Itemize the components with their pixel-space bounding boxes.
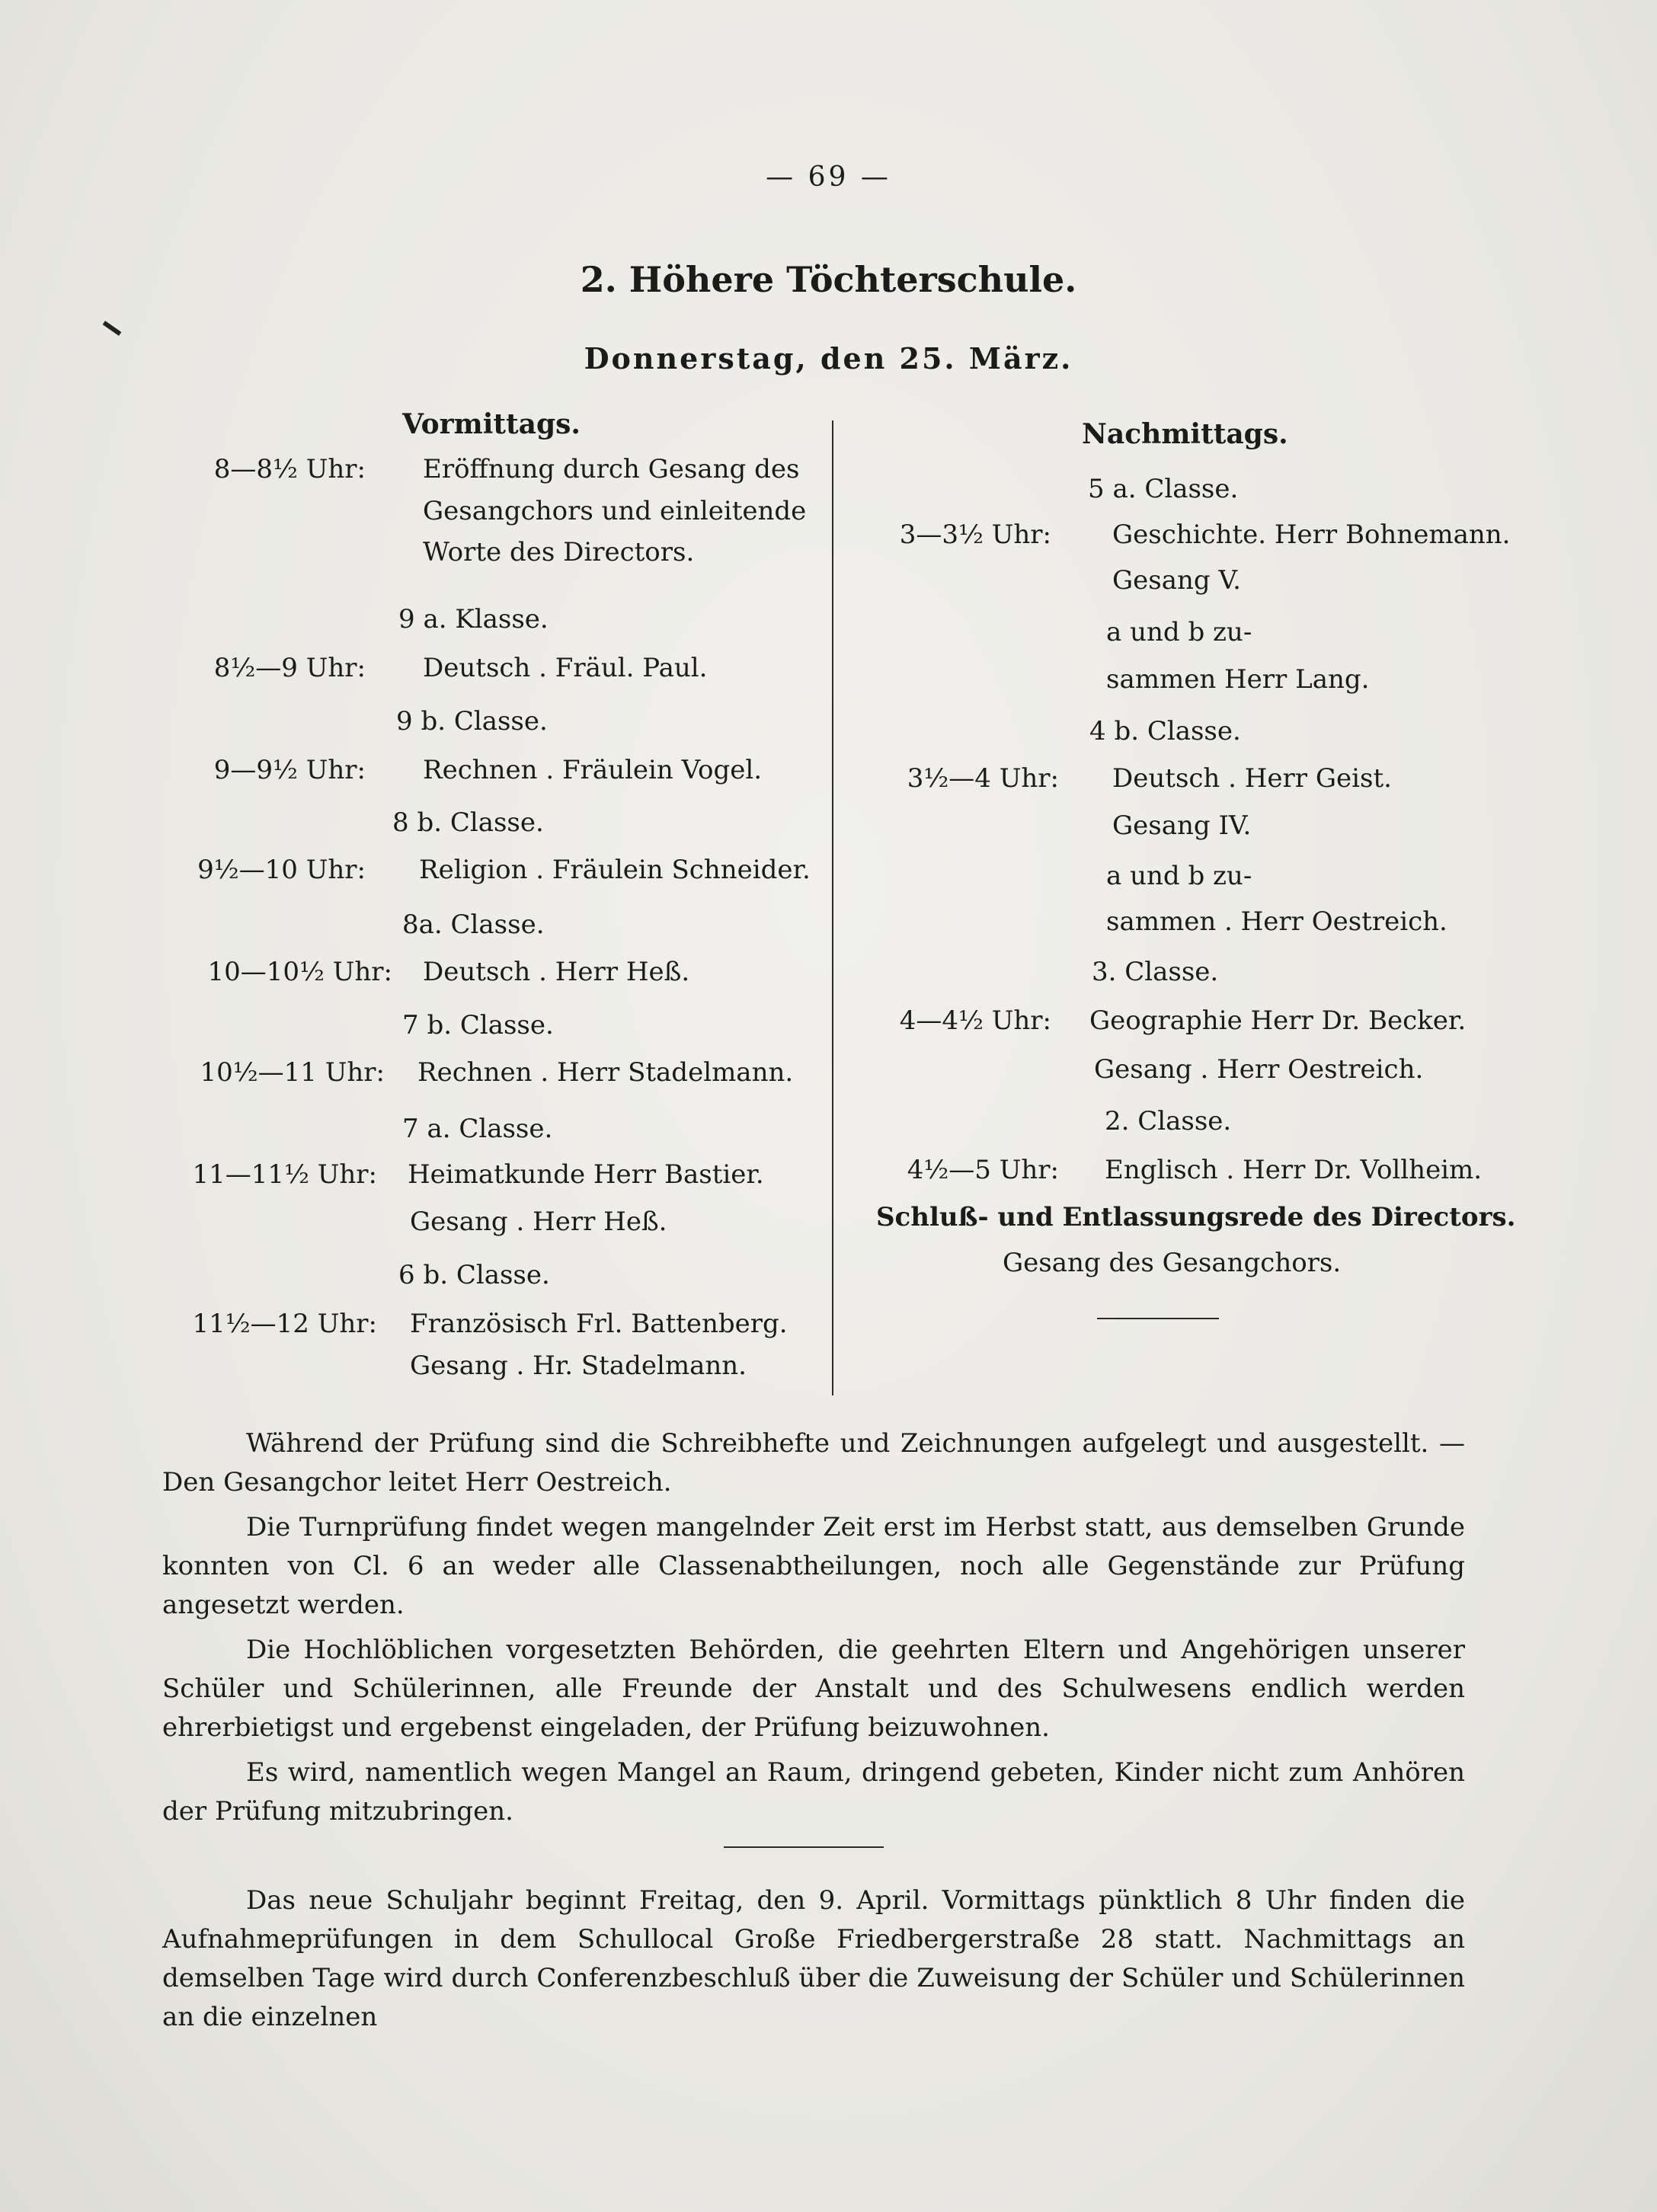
time-label: 11½—12 Uhr: (192, 1309, 377, 1339)
time-label: 3—3½ Uhr: (899, 519, 1051, 550)
subject-line: Deutsch . Herr Geist. (1112, 763, 1392, 794)
time-label: 3½—4 Uhr: (907, 763, 1059, 794)
subject-line: Englisch . Herr Dr. Vollheim. (1105, 1155, 1483, 1185)
subject-line: Geschichte. Herr Bohnemann. (1112, 519, 1511, 550)
subject-line: Rechnen . Fräulein Vogel. (423, 755, 763, 785)
paragraph: Die Turnprüfung findet wegen mangelnder Zeit erst im Herbst statt, aus demselben Grunde konnten von Cl. 6 an weder alle Classenabtheilungen, noch alle Gegenstände zur Prüfung angesetzt werden. (162, 1512, 1465, 1620)
time-label: 8—8½ Uhr: (213, 454, 366, 484)
date-heading: Donnerstag, den 25. März. (584, 341, 1073, 376)
paragraph: Das neue Schuljahr beginnt Freitag, den 9. April. Vormittags pünktlich 8 Uhr finden die Aufnahmeprüfungen in dem Schullocal Große Friedbergerstraße 28 statt. Nachmittags an demselben Tage wird durch Conferenzbeschluß über die Zuweisung der Schüler und Schülerinnen an die einzelnen (162, 1885, 1465, 2032)
short-rule (1097, 1318, 1219, 1319)
section-title: 2. Höhere Töchterschule. (580, 259, 1077, 300)
subject-line: Gesang IV. (1112, 810, 1252, 841)
class-label: 4 b. Classe. (1089, 716, 1241, 746)
ink-mark (103, 321, 122, 336)
morning-heading: Vormittags. (402, 408, 581, 440)
closing-song: Gesang des Gesangchors. (1003, 1248, 1342, 1278)
subject-line: Gesang . Hr. Stadelmann. (410, 1351, 747, 1381)
time-label: 4½—5 Uhr: (907, 1155, 1059, 1185)
subject-line: Geographie Herr Dr. Becker. (1089, 1005, 1467, 1036)
subject-line: Worte des Directors. (423, 537, 695, 567)
time-label: 8½—9 Uhr: (213, 653, 366, 683)
closing-speech: Schluß- und Entlassungsrede des Directors. (876, 1202, 1516, 1232)
class-label: 7 a. Classe. (402, 1114, 553, 1144)
column-divider (832, 420, 833, 1395)
subject-line: Gesangchors und einleitende (423, 496, 807, 526)
class-label: 7 b. Classe. (402, 1010, 554, 1040)
time-label: 9—9½ Uhr: (213, 755, 366, 785)
time-label: 4—4½ Uhr: (899, 1005, 1051, 1036)
paragraph: Während der Prüfung sind die Schreibhefte und Zeichnungen aufgelegt und ausgestellt. — Den Gesangchor leitet Herr Oestreich. (162, 1428, 1465, 1498)
subject-line: a und b zu- (1106, 861, 1252, 891)
time-label: 9½—10 Uhr: (197, 855, 366, 885)
subject-line: Rechnen . Herr Stadelmann. (417, 1057, 794, 1088)
section-rule (724, 1846, 884, 1848)
subject-line: Gesang V. (1112, 565, 1241, 596)
class-label: 6 b. Classe. (398, 1260, 550, 1290)
afternoon-heading: Nachmittags. (1082, 418, 1288, 450)
subject-line: sammen . Herr Oestreich. (1106, 906, 1447, 937)
subject-line: Eröffnung durch Gesang des (423, 454, 800, 484)
subject-line: Heimatkunde Herr Bastier. (408, 1159, 764, 1190)
class-label: 8 b. Classe. (392, 807, 544, 838)
subject-line: Religion . Fräulein Schneider. (419, 855, 811, 885)
page-number: — 69 — (766, 161, 891, 193)
time-label: 10½—11 Uhr: (200, 1057, 385, 1088)
subject-line: a und b zu- (1106, 617, 1252, 647)
time-label: 10—10½ Uhr: (207, 957, 392, 987)
subject-line: Französisch Frl. Battenberg. (410, 1309, 788, 1339)
class-label: 9 a. Klasse. (398, 604, 549, 635)
class-label: 2. Classe. (1105, 1106, 1232, 1136)
paragraph: Die Hochlöblichen vorgesetzten Behörden, die geehrten Eltern und Angehörigen unserer Schüler und Schülerinnen, alle Freunde der Anstalt und des Schulwesens endlich werden ehrerbietigst und ergebenst eingeladen, der Prüfung beizuwohnen. (162, 1635, 1465, 1743)
class-label: 9 b. Classe. (396, 706, 548, 737)
time-label: 11—11½ Uhr: (192, 1159, 377, 1190)
subject-line: Gesang . Herr Oestreich. (1094, 1054, 1424, 1085)
subject-line: sammen Herr Lang. (1106, 664, 1370, 695)
notes-block (162, 1424, 1465, 1831)
class-label: 3. Classe. (1092, 957, 1219, 987)
class-label: 5 a. Classe. (1088, 474, 1239, 504)
paragraph: Es wird, namentlich wegen Mangel an Raum, dringend gebeten, Kinder nicht zum Anhören der Prüfung mitzubringen. (162, 1757, 1465, 1827)
subject-line: Deutsch . Fräul. Paul. (423, 653, 708, 683)
subject-line: Gesang . Herr Heß. (410, 1207, 667, 1237)
subject-line: Deutsch . Herr Heß. (423, 957, 690, 987)
class-label: 8a. Classe. (402, 909, 545, 940)
final-block (162, 1881, 1465, 2037)
